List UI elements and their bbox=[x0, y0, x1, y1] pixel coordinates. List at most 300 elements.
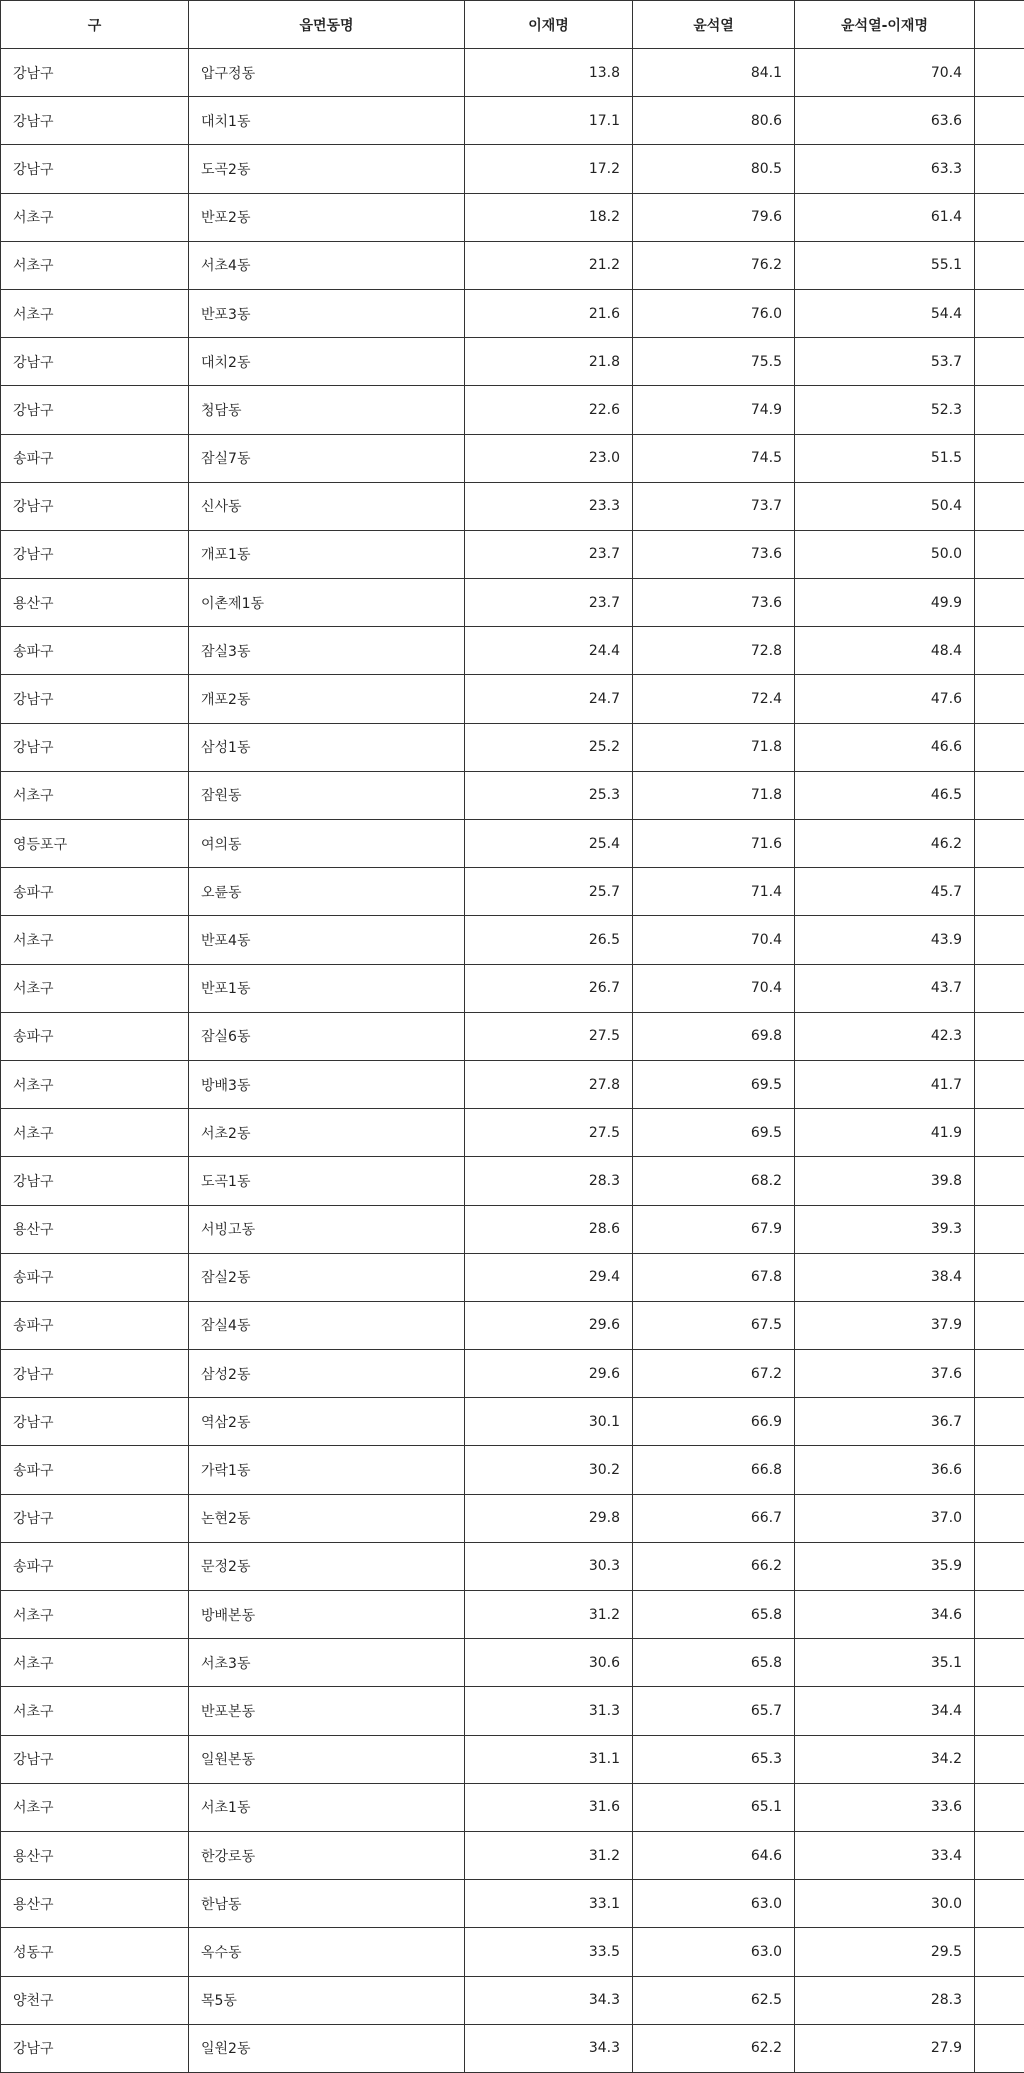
cell-extra bbox=[975, 386, 1024, 434]
cell-extra bbox=[975, 1301, 1024, 1349]
cell-yoon: 80.5 bbox=[633, 145, 795, 193]
table-row bbox=[1, 1639, 1024, 1687]
cell-dong: 서초4동 bbox=[189, 241, 465, 289]
header-yoon[interactable]: 윤석열 bbox=[633, 1, 795, 49]
cell-extra bbox=[975, 434, 1024, 482]
cell-diff: 45.7 bbox=[795, 868, 975, 916]
table-row bbox=[1, 1157, 1024, 1205]
cell-yoon: 67.9 bbox=[633, 1205, 795, 1253]
cell-dong: 이촌제1동 bbox=[189, 579, 465, 627]
table-row bbox=[1, 1783, 1024, 1831]
cell-diff: 34.4 bbox=[795, 1687, 975, 1735]
cell-extra bbox=[975, 1639, 1024, 1687]
cell-dong: 청담동 bbox=[189, 386, 465, 434]
table-row bbox=[1, 1060, 1024, 1108]
cell-dong: 잠실6동 bbox=[189, 1012, 465, 1060]
cell-gu: 송파구 bbox=[1, 868, 189, 916]
cell-gu: 용산구 bbox=[1, 579, 189, 627]
cell-gu: 영등포구 bbox=[1, 820, 189, 868]
table-row bbox=[1, 1880, 1024, 1928]
cell-diff: 50.0 bbox=[795, 530, 975, 578]
cell-gu: 강남구 bbox=[1, 2024, 189, 2072]
cell-lee: 23.7 bbox=[465, 530, 633, 578]
cell-diff: 37.0 bbox=[795, 1494, 975, 1542]
cell-dong: 옥수동 bbox=[189, 1928, 465, 1976]
cell-dong: 잠실3동 bbox=[189, 627, 465, 675]
cell-yoon: 69.5 bbox=[633, 1109, 795, 1157]
cell-yoon: 65.7 bbox=[633, 1687, 795, 1735]
cell-extra bbox=[975, 1060, 1024, 1108]
cell-extra bbox=[975, 1446, 1024, 1494]
cell-dong: 서초2동 bbox=[189, 1109, 465, 1157]
cell-dong: 대치2동 bbox=[189, 338, 465, 386]
cell-gu: 용산구 bbox=[1, 1880, 189, 1928]
table-row bbox=[1, 579, 1024, 627]
cell-gu: 송파구 bbox=[1, 1301, 189, 1349]
cell-lee: 21.8 bbox=[465, 338, 633, 386]
cell-diff: 41.7 bbox=[795, 1060, 975, 1108]
cell-gu: 강남구 bbox=[1, 338, 189, 386]
cell-yoon: 65.3 bbox=[633, 1735, 795, 1783]
cell-extra bbox=[975, 1976, 1024, 2024]
cell-extra bbox=[975, 1687, 1024, 1735]
cell-extra bbox=[975, 868, 1024, 916]
cell-extra bbox=[975, 1109, 1024, 1157]
cell-extra bbox=[975, 1494, 1024, 1542]
cell-gu: 서초구 bbox=[1, 241, 189, 289]
cell-gu: 강남구 bbox=[1, 723, 189, 771]
cell-extra bbox=[975, 723, 1024, 771]
cell-lee: 25.3 bbox=[465, 771, 633, 819]
cell-lee: 24.7 bbox=[465, 675, 633, 723]
cell-extra bbox=[975, 530, 1024, 578]
cell-lee: 17.1 bbox=[465, 97, 633, 145]
cell-lee: 33.5 bbox=[465, 1928, 633, 1976]
table-header-row bbox=[1, 1, 1024, 49]
cell-dong: 일원본동 bbox=[189, 1735, 465, 1783]
cell-yoon: 74.5 bbox=[633, 434, 795, 482]
table-row bbox=[1, 771, 1024, 819]
cell-gu: 송파구 bbox=[1, 1253, 189, 1301]
cell-dong: 일원2동 bbox=[189, 2024, 465, 2072]
cell-dong: 가락1동 bbox=[189, 1446, 465, 1494]
cell-yoon: 62.5 bbox=[633, 1976, 795, 2024]
table-row bbox=[1, 964, 1024, 1012]
cell-lee: 31.2 bbox=[465, 1591, 633, 1639]
cell-diff: 54.4 bbox=[795, 289, 975, 337]
cell-yoon: 66.7 bbox=[633, 1494, 795, 1542]
cell-dong: 삼성2동 bbox=[189, 1350, 465, 1398]
cell-yoon: 71.8 bbox=[633, 723, 795, 771]
cell-dong: 방배본동 bbox=[189, 1591, 465, 1639]
cell-diff: 39.8 bbox=[795, 1157, 975, 1205]
cell-diff: 34.2 bbox=[795, 1735, 975, 1783]
cell-diff: 49.9 bbox=[795, 579, 975, 627]
cell-diff: 37.9 bbox=[795, 1301, 975, 1349]
cell-yoon: 70.4 bbox=[633, 964, 795, 1012]
cell-yoon: 66.8 bbox=[633, 1446, 795, 1494]
cell-gu: 강남구 bbox=[1, 1157, 189, 1205]
cell-gu: 강남구 bbox=[1, 1350, 189, 1398]
cell-lee: 22.6 bbox=[465, 386, 633, 434]
cell-dong: 목5동 bbox=[189, 1976, 465, 2024]
cell-dong: 신사동 bbox=[189, 482, 465, 530]
cell-gu: 용산구 bbox=[1, 1831, 189, 1879]
cell-yoon: 80.6 bbox=[633, 97, 795, 145]
cell-gu: 양천구 bbox=[1, 1976, 189, 2024]
cell-dong: 잠원동 bbox=[189, 771, 465, 819]
cell-extra bbox=[975, 771, 1024, 819]
cell-diff: 46.6 bbox=[795, 723, 975, 771]
cell-yoon: 72.8 bbox=[633, 627, 795, 675]
cell-dong: 개포2동 bbox=[189, 675, 465, 723]
table-row bbox=[1, 530, 1024, 578]
cell-dong: 반포4동 bbox=[189, 916, 465, 964]
cell-lee: 34.3 bbox=[465, 1976, 633, 2024]
cell-yoon: 74.9 bbox=[633, 386, 795, 434]
cell-extra bbox=[975, 1831, 1024, 1879]
cell-lee: 30.6 bbox=[465, 1639, 633, 1687]
cell-extra bbox=[975, 1253, 1024, 1301]
cell-extra bbox=[975, 1542, 1024, 1590]
cell-diff: 55.1 bbox=[795, 241, 975, 289]
cell-gu: 서초구 bbox=[1, 1687, 189, 1735]
cell-yoon: 76.0 bbox=[633, 289, 795, 337]
table-row bbox=[1, 1928, 1024, 1976]
cell-diff: 50.4 bbox=[795, 482, 975, 530]
table-row bbox=[1, 1398, 1024, 1446]
cell-dong: 대치1동 bbox=[189, 97, 465, 145]
cell-lee: 31.1 bbox=[465, 1735, 633, 1783]
cell-extra bbox=[975, 2024, 1024, 2072]
cell-diff: 52.3 bbox=[795, 386, 975, 434]
cell-yoon: 64.6 bbox=[633, 1831, 795, 1879]
cell-gu: 송파구 bbox=[1, 1542, 189, 1590]
cell-gu: 송파구 bbox=[1, 627, 189, 675]
cell-dong: 도곡1동 bbox=[189, 1157, 465, 1205]
cell-lee: 30.3 bbox=[465, 1542, 633, 1590]
cell-yoon: 67.2 bbox=[633, 1350, 795, 1398]
cell-lee: 21.2 bbox=[465, 241, 633, 289]
cell-lee: 31.6 bbox=[465, 1783, 633, 1831]
cell-gu: 서초구 bbox=[1, 1591, 189, 1639]
cell-extra bbox=[975, 338, 1024, 386]
table-row bbox=[1, 1109, 1024, 1157]
table-row bbox=[1, 1301, 1024, 1349]
cell-dong: 잠실4동 bbox=[189, 1301, 465, 1349]
cell-extra bbox=[975, 675, 1024, 723]
cell-gu: 강남구 bbox=[1, 386, 189, 434]
cell-dong: 반포본동 bbox=[189, 1687, 465, 1735]
cell-dong: 여의동 bbox=[189, 820, 465, 868]
table-row bbox=[1, 386, 1024, 434]
cell-lee: 18.2 bbox=[465, 193, 633, 241]
table-row bbox=[1, 145, 1024, 193]
cell-lee: 29.6 bbox=[465, 1350, 633, 1398]
cell-yoon: 70.4 bbox=[633, 916, 795, 964]
cell-gu: 서초구 bbox=[1, 1109, 189, 1157]
cell-extra bbox=[975, 627, 1024, 675]
cell-diff: 39.3 bbox=[795, 1205, 975, 1253]
cell-gu: 송파구 bbox=[1, 1446, 189, 1494]
cell-dong: 삼성1동 bbox=[189, 723, 465, 771]
cell-gu: 용산구 bbox=[1, 1205, 189, 1253]
table-row bbox=[1, 1976, 1024, 2024]
cell-diff: 33.4 bbox=[795, 1831, 975, 1879]
table-row bbox=[1, 916, 1024, 964]
cell-dong: 역삼2동 bbox=[189, 1398, 465, 1446]
table-row bbox=[1, 1735, 1024, 1783]
cell-lee: 27.5 bbox=[465, 1012, 633, 1060]
cell-gu: 강남구 bbox=[1, 97, 189, 145]
cell-gu: 서초구 bbox=[1, 1639, 189, 1687]
cell-diff: 35.1 bbox=[795, 1639, 975, 1687]
cell-yoon: 63.0 bbox=[633, 1928, 795, 1976]
cell-lee: 34.3 bbox=[465, 2024, 633, 2072]
cell-yoon: 66.9 bbox=[633, 1398, 795, 1446]
cell-lee: 28.6 bbox=[465, 1205, 633, 1253]
cell-lee: 30.1 bbox=[465, 1398, 633, 1446]
header-extra bbox=[975, 1, 1024, 49]
cell-lee: 25.2 bbox=[465, 723, 633, 771]
cell-lee: 27.5 bbox=[465, 1109, 633, 1157]
cell-dong: 잠실2동 bbox=[189, 1253, 465, 1301]
table-row bbox=[1, 1350, 1024, 1398]
cell-yoon: 69.5 bbox=[633, 1060, 795, 1108]
cell-lee: 30.2 bbox=[465, 1446, 633, 1494]
table-row bbox=[1, 1012, 1024, 1060]
cell-lee: 29.6 bbox=[465, 1301, 633, 1349]
cell-gu: 송파구 bbox=[1, 434, 189, 482]
cell-dong: 반포1동 bbox=[189, 964, 465, 1012]
table-row bbox=[1, 1494, 1024, 1542]
cell-gu: 성동구 bbox=[1, 1928, 189, 1976]
cell-lee: 17.2 bbox=[465, 145, 633, 193]
cell-lee: 29.4 bbox=[465, 1253, 633, 1301]
cell-diff: 27.9 bbox=[795, 2024, 975, 2072]
cell-diff: 48.4 bbox=[795, 627, 975, 675]
table-row bbox=[1, 1831, 1024, 1879]
cell-yoon: 67.8 bbox=[633, 1253, 795, 1301]
cell-lee: 28.3 bbox=[465, 1157, 633, 1205]
cell-diff: 47.6 bbox=[795, 675, 975, 723]
table-row bbox=[1, 723, 1024, 771]
cell-gu: 강남구 bbox=[1, 530, 189, 578]
cell-yoon: 65.8 bbox=[633, 1591, 795, 1639]
cell-gu: 강남구 bbox=[1, 1494, 189, 1542]
cell-dong: 논현2동 bbox=[189, 1494, 465, 1542]
table-row bbox=[1, 289, 1024, 337]
cell-extra bbox=[975, 1591, 1024, 1639]
cell-extra bbox=[975, 1350, 1024, 1398]
header-dong[interactable]: 읍면동명 bbox=[189, 1, 465, 49]
table-row bbox=[1, 1253, 1024, 1301]
table-row bbox=[1, 1687, 1024, 1735]
cell-extra bbox=[975, 1928, 1024, 1976]
cell-yoon: 71.4 bbox=[633, 868, 795, 916]
cell-yoon: 76.2 bbox=[633, 241, 795, 289]
cell-gu: 강남구 bbox=[1, 482, 189, 530]
cell-yoon: 69.8 bbox=[633, 1012, 795, 1060]
cell-dong: 반포3동 bbox=[189, 289, 465, 337]
cell-extra bbox=[975, 579, 1024, 627]
cell-diff: 63.6 bbox=[795, 97, 975, 145]
table-row bbox=[1, 1205, 1024, 1253]
cell-diff: 42.3 bbox=[795, 1012, 975, 1060]
cell-yoon: 79.6 bbox=[633, 193, 795, 241]
cell-yoon: 65.8 bbox=[633, 1639, 795, 1687]
table-body bbox=[1, 49, 1024, 2073]
cell-yoon: 66.2 bbox=[633, 1542, 795, 1590]
cell-dong: 압구정동 bbox=[189, 49, 465, 97]
cell-yoon: 63.0 bbox=[633, 1880, 795, 1928]
cell-diff: 53.7 bbox=[795, 338, 975, 386]
cell-gu: 강남구 bbox=[1, 675, 189, 723]
cell-diff: 46.5 bbox=[795, 771, 975, 819]
cell-diff: 38.4 bbox=[795, 1253, 975, 1301]
cell-extra bbox=[975, 1880, 1024, 1928]
cell-lee: 25.4 bbox=[465, 820, 633, 868]
cell-gu: 서초구 bbox=[1, 964, 189, 1012]
cell-gu: 서초구 bbox=[1, 193, 189, 241]
cell-lee: 29.8 bbox=[465, 1494, 633, 1542]
cell-yoon: 68.2 bbox=[633, 1157, 795, 1205]
table-row bbox=[1, 97, 1024, 145]
cell-diff: 36.6 bbox=[795, 1446, 975, 1494]
cell-dong: 한남동 bbox=[189, 1880, 465, 1928]
header-gu[interactable]: 구 bbox=[1, 1, 189, 49]
cell-dong: 반포2동 bbox=[189, 193, 465, 241]
cell-yoon: 73.6 bbox=[633, 579, 795, 627]
cell-lee: 27.8 bbox=[465, 1060, 633, 1108]
table-row bbox=[1, 2024, 1024, 2072]
table-row bbox=[1, 868, 1024, 916]
cell-diff: 30.0 bbox=[795, 1880, 975, 1928]
table-row bbox=[1, 338, 1024, 386]
table-row bbox=[1, 820, 1024, 868]
cell-gu: 강남구 bbox=[1, 1398, 189, 1446]
cell-extra bbox=[975, 1157, 1024, 1205]
cell-gu: 송파구 bbox=[1, 1012, 189, 1060]
cell-dong: 서초3동 bbox=[189, 1639, 465, 1687]
cell-diff: 63.3 bbox=[795, 145, 975, 193]
cell-dong: 서초1동 bbox=[189, 1783, 465, 1831]
table-row bbox=[1, 482, 1024, 530]
cell-lee: 25.7 bbox=[465, 868, 633, 916]
cell-dong: 문정2동 bbox=[189, 1542, 465, 1590]
cell-extra bbox=[975, 1398, 1024, 1446]
table-row bbox=[1, 241, 1024, 289]
cell-lee: 31.3 bbox=[465, 1687, 633, 1735]
cell-gu: 강남구 bbox=[1, 49, 189, 97]
cell-diff: 28.3 bbox=[795, 1976, 975, 2024]
cell-diff: 33.6 bbox=[795, 1783, 975, 1831]
cell-diff: 70.4 bbox=[795, 49, 975, 97]
table-row bbox=[1, 434, 1024, 482]
table-row bbox=[1, 1542, 1024, 1590]
cell-lee: 24.4 bbox=[465, 627, 633, 675]
cell-lee: 21.6 bbox=[465, 289, 633, 337]
table-row bbox=[1, 1591, 1024, 1639]
cell-diff: 35.9 bbox=[795, 1542, 975, 1590]
cell-dong: 한강로동 bbox=[189, 1831, 465, 1879]
cell-extra bbox=[975, 145, 1024, 193]
cell-extra bbox=[975, 1783, 1024, 1831]
cell-diff: 43.7 bbox=[795, 964, 975, 1012]
cell-gu: 서초구 bbox=[1, 1783, 189, 1831]
cell-dong: 서빙고동 bbox=[189, 1205, 465, 1253]
cell-yoon: 71.8 bbox=[633, 771, 795, 819]
cell-dong: 도곡2동 bbox=[189, 145, 465, 193]
cell-lee: 26.5 bbox=[465, 916, 633, 964]
cell-dong: 방배3동 bbox=[189, 1060, 465, 1108]
header-lee[interactable]: 이재명 bbox=[465, 1, 633, 49]
table-row bbox=[1, 1446, 1024, 1494]
cell-gu: 서초구 bbox=[1, 771, 189, 819]
cell-lee: 26.7 bbox=[465, 964, 633, 1012]
cell-yoon: 75.5 bbox=[633, 338, 795, 386]
cell-gu: 강남구 bbox=[1, 145, 189, 193]
cell-yoon: 72.4 bbox=[633, 675, 795, 723]
cell-extra bbox=[975, 916, 1024, 964]
cell-diff: 41.9 bbox=[795, 1109, 975, 1157]
cell-gu: 강남구 bbox=[1, 1735, 189, 1783]
cell-diff: 29.5 bbox=[795, 1928, 975, 1976]
header-diff[interactable]: 윤석열-이재명 bbox=[795, 1, 975, 49]
cell-extra bbox=[975, 49, 1024, 97]
cell-dong: 개포1동 bbox=[189, 530, 465, 578]
cell-diff: 34.6 bbox=[795, 1591, 975, 1639]
cell-lee: 13.8 bbox=[465, 49, 633, 97]
cell-extra bbox=[975, 1205, 1024, 1253]
cell-extra bbox=[975, 820, 1024, 868]
cell-diff: 51.5 bbox=[795, 434, 975, 482]
cell-extra bbox=[975, 1735, 1024, 1783]
table-row bbox=[1, 49, 1024, 97]
cell-diff: 61.4 bbox=[795, 193, 975, 241]
table-row bbox=[1, 675, 1024, 723]
table-row bbox=[1, 193, 1024, 241]
cell-yoon: 62.2 bbox=[633, 2024, 795, 2072]
cell-lee: 31.2 bbox=[465, 1831, 633, 1879]
cell-lee: 23.0 bbox=[465, 434, 633, 482]
cell-diff: 43.9 bbox=[795, 916, 975, 964]
cell-yoon: 65.1 bbox=[633, 1783, 795, 1831]
cell-dong: 오륜동 bbox=[189, 868, 465, 916]
cell-yoon: 73.7 bbox=[633, 482, 795, 530]
cell-yoon: 73.6 bbox=[633, 530, 795, 578]
cell-diff: 36.7 bbox=[795, 1398, 975, 1446]
cell-extra bbox=[975, 482, 1024, 530]
cell-yoon: 71.6 bbox=[633, 820, 795, 868]
cell-lee: 33.1 bbox=[465, 1880, 633, 1928]
cell-extra bbox=[975, 97, 1024, 145]
cell-gu: 서초구 bbox=[1, 289, 189, 337]
cell-gu: 서초구 bbox=[1, 916, 189, 964]
cell-dong: 잠실7동 bbox=[189, 434, 465, 482]
cell-diff: 46.2 bbox=[795, 820, 975, 868]
cell-lee: 23.3 bbox=[465, 482, 633, 530]
cell-yoon: 67.5 bbox=[633, 1301, 795, 1349]
cell-lee: 23.7 bbox=[465, 579, 633, 627]
cell-extra bbox=[975, 289, 1024, 337]
cell-yoon: 84.1 bbox=[633, 49, 795, 97]
cell-gu: 서초구 bbox=[1, 1060, 189, 1108]
cell-extra bbox=[975, 193, 1024, 241]
cell-extra bbox=[975, 241, 1024, 289]
cell-diff: 37.6 bbox=[795, 1350, 975, 1398]
cell-extra bbox=[975, 964, 1024, 1012]
